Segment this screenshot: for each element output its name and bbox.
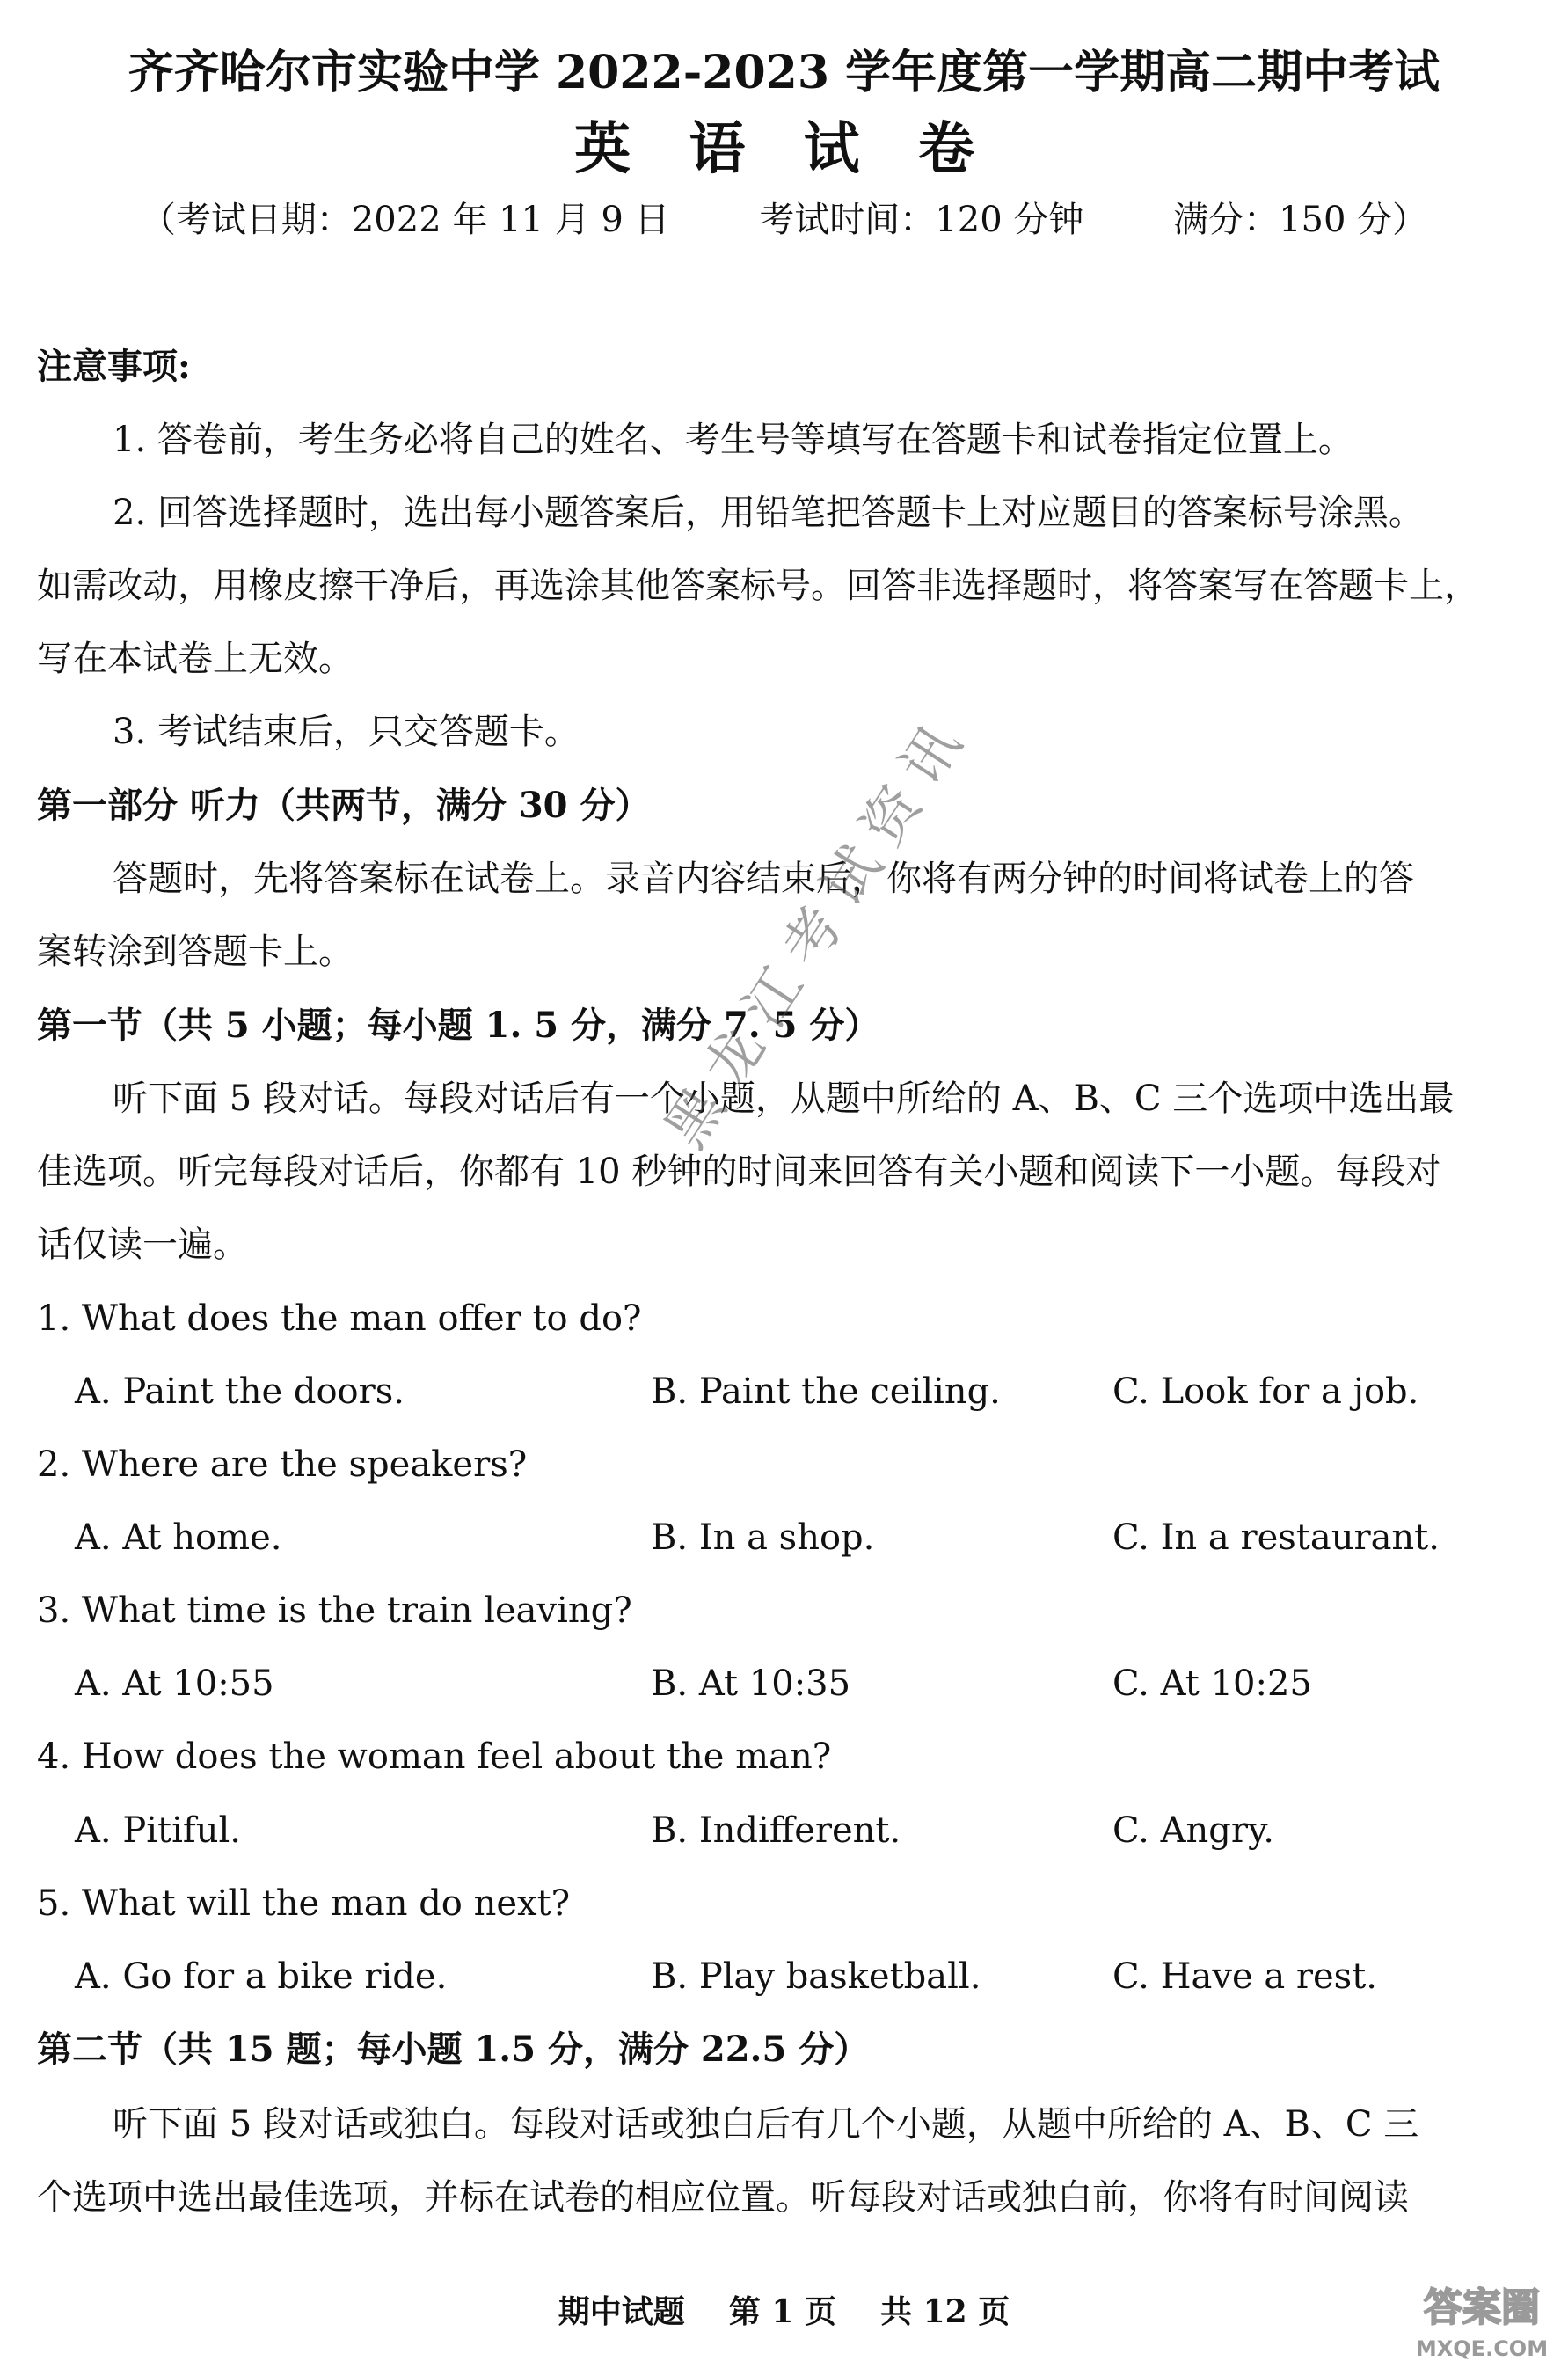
part1-intro: 答题时，先将答案标在试卷上。录音内容结束后，你将有两分钟的时间将试卷上的答 — [113, 859, 1414, 899]
watermark: 黑龙江考试资讯 — [653, 700, 983, 1160]
notes-heading: 注意事项: — [37, 346, 191, 387]
question-4: 4. How does the woman feel about the man? — [37, 1736, 832, 1777]
paper-title: 英 语 试 卷 — [574, 116, 994, 182]
exam-info: （考试日期：2022 年 11 月 9 日 考试时间：120 分钟 满分：150 分） — [140, 200, 1428, 240]
section2-heading: 第二节（共 15 题；每小题 1.5 分，满分 22.5 分） — [37, 2029, 870, 2070]
page-footer: 期中试题 第 1 页 共 12 页 — [558, 2293, 1010, 2330]
option-4b: B. Indifferent. — [651, 1810, 901, 1851]
section1-intro-cont: 话仅读一遍。 — [37, 1225, 248, 1265]
option-2c: C. In a restaurant. — [1112, 1517, 1440, 1558]
question-1: 1. What does the man offer to do? — [37, 1298, 642, 1339]
site-logo-icon — [1407, 2270, 1557, 2366]
note-item-2-cont: 写在本试卷上无效。 — [37, 639, 354, 679]
option-1c: C. Look for a job. — [1112, 1371, 1419, 1412]
part1-heading: 第一部分 听力（共两节，满分 30 分） — [37, 785, 651, 826]
option-5b: B. Play basketball. — [651, 1956, 981, 1997]
note-item-2: 2. 回答选择题时，选出每小题答案后，用铅笔把答题卡上对应题目的答案标号涂黑。 — [113, 493, 1424, 533]
option-4c: C. Angry. — [1112, 1810, 1274, 1851]
school-exam-title: 齐齐哈尔市实验中学 2022-2023 学年度第一学期高二期中考试 — [128, 46, 1440, 99]
option-2a: A. At home. — [75, 1517, 282, 1558]
note-item-1: 1. 答卷前，考生务必将自己的姓名、考生号等填写在答题卡和试卷指定位置上。 — [113, 420, 1353, 460]
option-4a: A. Pitiful. — [75, 1810, 241, 1851]
question-2: 2. Where are the speakers? — [37, 1444, 528, 1485]
option-3c: C. At 10:25 — [1112, 1663, 1312, 1704]
part1-intro-cont: 案转涂到答题卡上。 — [37, 932, 354, 972]
note-item-2-cont: 如需改动，用橡皮擦干净后，再选涂其他答案标号。回答非选择题时，将答案写在答题卡上， — [37, 566, 1479, 606]
option-3a: A. At 10:55 — [75, 1663, 274, 1704]
note-item-3: 3. 考试结束后，只交答题卡。 — [113, 712, 580, 752]
svg-text:MXQE.COM: MXQE.COM — [1415, 2336, 1549, 2361]
section2-intro: 听下面 5 段对话或独白。每段对话或独白后有几个小题，从题中所给的 A、B、C 三 — [113, 2104, 1419, 2145]
option-1a: A. Paint the doors. — [75, 1371, 405, 1412]
option-1b: B. Paint the ceiling. — [651, 1371, 1001, 1412]
option-5a: A. Go for a bike ride. — [75, 1956, 448, 1997]
option-3b: B. At 10:35 — [651, 1663, 851, 1704]
option-2b: B. In a shop. — [651, 1517, 875, 1558]
section1-intro: 听下面 5 段对话。每段对话后有一个小题，从题中所给的 A、B、C 三个选项中选出最 — [113, 1078, 1455, 1119]
question-5: 5. What will the man do next? — [37, 1883, 571, 1924]
section1-heading: 第一节（共 5 小题；每小题 1. 5 分，满分 7. 5 分） — [37, 1005, 880, 1046]
svg-text:答案圈: 答案圈 — [1424, 2285, 1540, 2330]
section1-intro-cont: 佳选项。听完每段对话后，你都有 10 秒钟的时间来回答有关小题和阅读下一小题。每段对 — [37, 1151, 1441, 1192]
question-3: 3. What time is the train leaving? — [37, 1590, 632, 1631]
section2-intro-cont: 个选项中选出最佳选项，并标在试卷的相应位置。听每段对话或独白前，你将有时间阅读 — [37, 2177, 1409, 2218]
option-5c: C. Have a rest. — [1112, 1956, 1377, 1997]
